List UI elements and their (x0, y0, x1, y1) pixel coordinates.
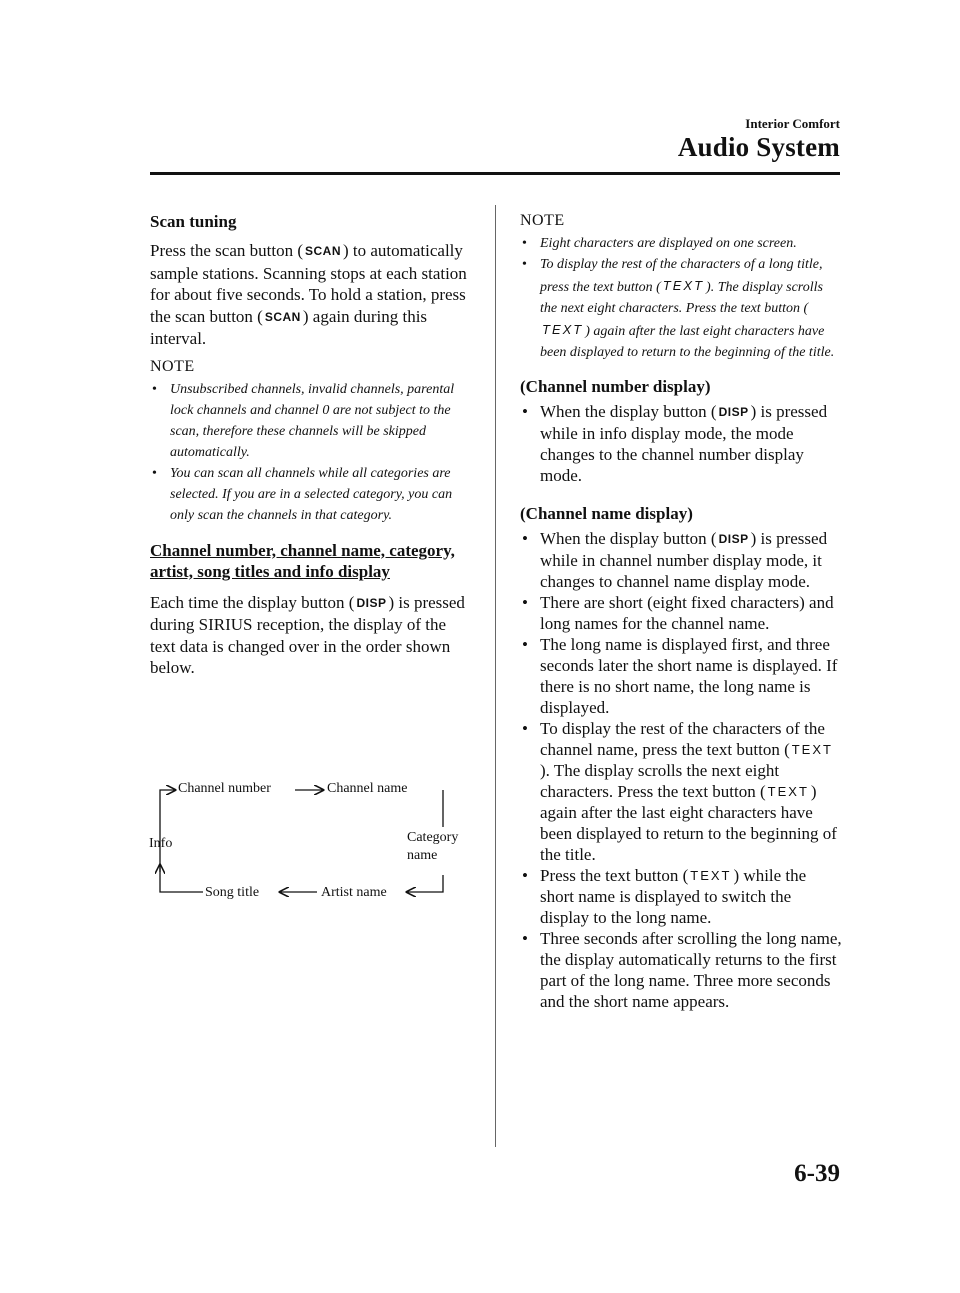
note-text: To display the rest of the characters of a long title, press the text button ( (540, 257, 823, 295)
disp-button-icon: DISP (718, 405, 749, 419)
arrow-to-artist (407, 875, 443, 892)
page-number: 6-39 (794, 1160, 840, 1187)
note-item: • You can scan all channels while all categories are selected. If you are in a selected category, you can only scan the channels in that category. (150, 463, 472, 526)
display-section-title: Channel number, channel name, category, artist, song titles and info display (150, 540, 455, 581)
list-item (520, 865, 842, 928)
item-text: ) again after the last eight characters have been displayed to return to the beginning of the title. (540, 782, 837, 864)
list-item (520, 401, 842, 486)
text-button-icon: TEXT (767, 784, 809, 799)
item-text: ) is pressed while in channel number display mode, it changes to channel name display mode. (540, 529, 828, 591)
note-list (150, 379, 472, 526)
text-button-icon: TEXT (791, 742, 833, 757)
scan-text-c: ) again during this interval. (150, 306, 428, 348)
note-list (520, 233, 842, 363)
list-item (520, 718, 842, 865)
note-item: • Unsubscribed channels, invalid channels, parental lock channels and channel 0 are not subject to the scan, therefore these channels will be skipped automatically. (150, 379, 472, 463)
note-text: ) again after the last eight characters have been displayed to return to the beginning of the title. (540, 324, 835, 360)
disp-button-icon: DISP (718, 532, 749, 546)
diagram-channel-name: Channel name (327, 781, 408, 796)
header-section: Interior Comfort (745, 116, 840, 131)
item-text: Press the text button ( (540, 866, 689, 885)
right-column (520, 212, 842, 1020)
display-text-a: Each time the display button ( (150, 592, 355, 612)
item-text: When the display button ( (540, 402, 717, 421)
channel-number-display-title: (Channel number display) (520, 377, 711, 396)
diagram-artist-name: Artist name (321, 885, 387, 900)
note-label: NOTE (520, 212, 565, 229)
scan-text-b: ) to automatically sample stations. Scanning stops at each station for about five seconds. To hold a station, press the scan button ( (150, 241, 467, 326)
channel-name-list (520, 528, 842, 1012)
scan-button-icon: SCAN (264, 309, 301, 324)
scan-button-icon: SCAN (304, 244, 341, 258)
header-chapter: Audio System (677, 132, 840, 162)
display-order-diagram (145, 770, 475, 920)
text-button-icon: TEXT (690, 868, 732, 883)
channel-name-display-title: (Channel name display) (520, 504, 693, 523)
header-rule (150, 172, 840, 175)
scan-paragraph (150, 240, 472, 350)
diagram-category-line1: Category (407, 830, 459, 845)
diagram-category-line2: name (407, 848, 438, 863)
display-text-b: ) is pressed during SIRIUS reception, the display of the text data is changed over in the order shown below. (150, 592, 465, 677)
item-text: ) while the short name is displayed to switch the display to the long name. (540, 866, 807, 927)
channel-number-list (520, 401, 842, 486)
disp-button-icon: DISP (356, 595, 387, 610)
arrow-info-to-channel-number (160, 790, 175, 872)
note-text: ). The display scrolls the next eight characters. Press the text button ( (540, 280, 823, 316)
scan-text-a: Press the scan button ( (150, 241, 303, 260)
diagram-info: Info (149, 836, 173, 851)
note-item: • Eight characters are displayed on one screen. (520, 233, 842, 254)
diagram-channel-number: Channel number (178, 781, 271, 796)
text-button-icon: TEXT (662, 278, 705, 293)
note-label: NOTE (150, 357, 195, 375)
item-text: ) is pressed while in info display mode, the mode changes to the channel number display mode. (540, 402, 828, 485)
arrow-to-info (160, 865, 203, 892)
list-item: • There are short (eight fixed characters) and long names for the channel name. (520, 592, 842, 634)
display-paragraph (150, 592, 472, 679)
item-text: To display the rest of the characters of the channel name, press the text button ( (540, 719, 825, 759)
left-column (150, 212, 472, 687)
item-text: ). The display scrolls the next eight characters. Press the text button ( (540, 761, 780, 801)
note-item (520, 254, 842, 363)
item-text: When the display button ( (540, 529, 717, 548)
scan-tuning-title: Scan tuning (150, 212, 237, 231)
list-item: • Three seconds after scrolling the long name, the display automatically returns to the first part of the long name. Three more seconds and the short name appears. (520, 928, 842, 1012)
text-button-icon: TEXT (542, 322, 584, 337)
list-item: • The long name is displayed first, and three seconds later the short name is displayed. If there is no short name, the long name is displayed. (520, 634, 842, 718)
list-item (520, 528, 842, 592)
diagram-song-title: Song title (205, 885, 260, 900)
column-divider (495, 205, 496, 1147)
